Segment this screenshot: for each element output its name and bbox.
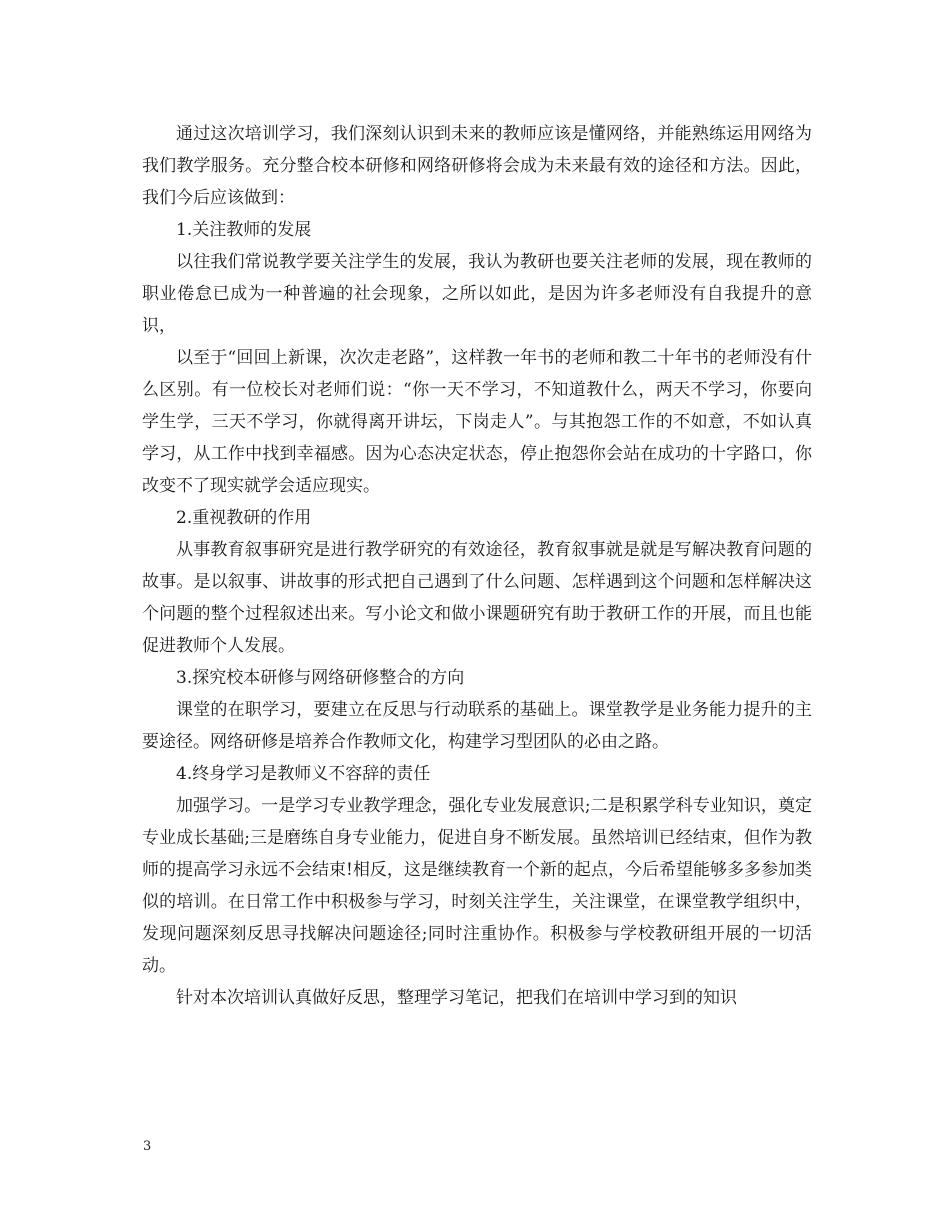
paragraph-intro: 通过这次培训学习，我们深刻认识到未来的教师应该是懂网络，并能熟练运用网络为我们教学服务。充分整合校本研修和网络研修将会成为未来最有效的途径和方法。因此，我们今后应该做到：: [142, 124, 812, 208]
section-heading-3: 3.探究校本研修与网络研修整合的方向: [176, 668, 465, 688]
paragraph-classroom-learning: 课堂的在职学习，要建立在反思与行动联系的基础上。课堂教学是业务能力提升的主要途径。网络研修是培养合作教师文化，构建学习型团队的必由之路。: [142, 700, 812, 752]
document-body: [142, 118, 812, 1014]
paragraph-strengthen-learning: 加强学习。一是学习专业教学理念，强化专业发展意识;二是积累学科专业知识，奠定专业成长基础;三是磨练自身专业能力，促进自身不断发展。虽然培训已经结束，但作为教师的提高学习永远不会结束!相反，这是继续教育一个新的起点，今后希望能够多多参加类似的培训。在日常工作中积极参与学习，时刻关注学生，关注课堂，在课堂教学组织中，发现问题深刻反思寻找解决问题途径;同时注重协作。积极参与学校教研组开展的一切活动。: [142, 796, 812, 976]
section-heading-1: 1.关注教师的发展: [176, 220, 312, 240]
paragraph-teacher-development: 以往我们常说教学要关注学生的发展，我认为教研也要关注老师的发展，现在教师的职业倦怠已成为一种普遍的社会现象，之所以如此，是因为许多老师没有自我提升的意识，: [142, 252, 812, 336]
paragraph-reflection: 针对本次培训认真做好反思，整理学习笔记，把我们在培训中学习到的知识: [176, 988, 737, 1008]
page-number: 3: [143, 1139, 152, 1154]
paragraph-educational-narrative: 从事教育叙事研究是进行教学研究的有效途径，教育叙事就是就是写解决教育问题的故事。是以叙事、讲故事的形式把自己遇到了什么问题、怎样遇到这个问题和怎样解决这个问题的整个过程叙述出来。写小论文和做小课题研究有助于教研工作的开展，而且也能促进教师个人发展。: [142, 540, 812, 656]
section-heading-4: 4.终身学习是教师义不容辞的责任: [176, 764, 431, 784]
paragraph-continuous-learning: 以至于“回回上新课，次次走老路”，这样教一年书的老师和教二十年书的老师没有什么区别。有一位校长对老师们说：“你一天不学习，不知道教什么，两天不学习，你要向学生学，三天不学习，你就得离开讲坛，下岗走人”。与其抱怨工作的不如意，不如认真学习，从工作中找到幸福感。因为心态决定状态，停止抱怨你会站在成功的十字路口，你改变不了现实就学会适应现实。: [142, 348, 812, 496]
section-heading-2: 2.重视教研的作用: [176, 508, 312, 528]
